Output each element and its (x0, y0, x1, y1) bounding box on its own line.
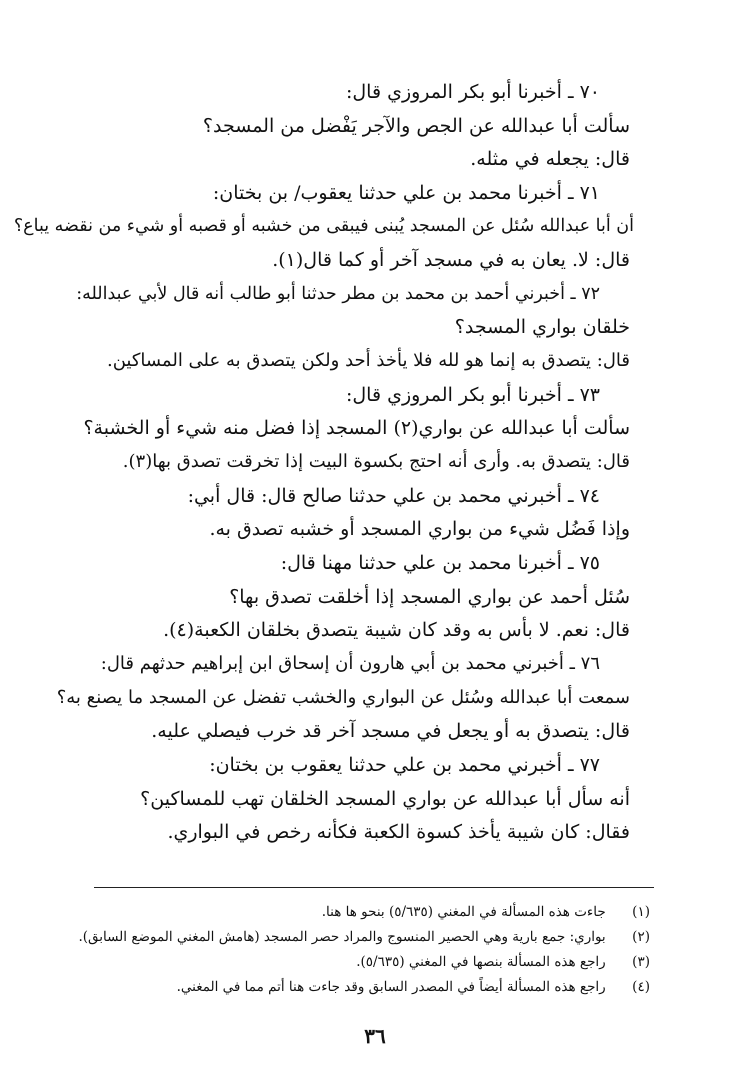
text-line: سألت أبا عبدالله عن الجص والآجر يَفْضل من المسجد؟ (202, 115, 630, 137)
text-line: ٧٣ ـ أخبرنا أبو بكر المروزي قال: (345, 384, 600, 406)
text-line: أن أبا عبدالله سُئل عن المسجد يُبنى فيبقى من خشبه أو قصبه أو شيء من نقضه يباع؟ (13, 216, 634, 236)
text-line: ٧٧ ـ أخبرني محمد بن علي حدثنا يعقوب بن بختان: (209, 754, 600, 776)
text-line: قال: يتصدق به إنما هو لله فلا يأخذ أحد ولكن يتصدق به على المساكين. (106, 350, 630, 371)
footnote-divider (94, 887, 654, 888)
text-line: ٧٤ ـ أخبرني محمد بن علي حدثنا صالح قال: قال أبي: (187, 485, 600, 507)
text-line: سُئل أحمد عن بواري المسجد إذا أخلقت تصدق بها؟ (229, 586, 630, 608)
text-line: قال: نعم. لا بأس به وقد كان شيبة يتصدق بخلقان الكعبة(٤). (163, 619, 630, 641)
footnote-text: راجع هذه المسألة بنصها في المغني (٥/٦٣٥). (356, 954, 606, 970)
footnote-text: راجع هذه المسألة أيضاً في المصدر السابق وقد جاءت هنا أتم مما في المغني. (176, 979, 606, 995)
text-line: ٧٥ ـ أخبرنا محمد بن علي حدثنا مهنا قال: (280, 552, 600, 574)
footnote-text: جاءت هذه المسألة في المغني (٥/٦٣٥) بنحو ها هنا. (321, 904, 606, 920)
text-line: قال: لا. يعان به في مسجد آخر أو كما قال(١). (272, 249, 630, 271)
footnote (78, 928, 650, 946)
text-line: فقال: كان شيبة يأخذ كسوة الكعبة فكأنه رخص في البواري. (167, 821, 630, 843)
footnote (90, 953, 650, 971)
text-line: قال: يجعله في مثله. (470, 148, 630, 170)
footnote-number: (٢) (632, 929, 650, 945)
footnote-number: (٤) (632, 979, 650, 995)
footnote (90, 978, 650, 996)
text-line: ٧١ ـ أخبرنا محمد بن علي حدثنا يعقوب/ بن بختان: (212, 182, 600, 204)
footnote-number: (٣) (632, 954, 650, 970)
footnote (90, 903, 650, 921)
text-line: أنه سأل أبا عبدالله عن بواري المسجد الخلقان تهب للمساكين؟ (140, 788, 630, 810)
text-line: ٧٠ ـ أخبرنا أبو بكر المروزي قال: (345, 81, 600, 103)
text-line: وإذا فَضُل شيء من بواري المسجد أو خشبه تصدق به. (209, 518, 630, 540)
text-line: ٧٢ ـ أخبرني أحمد بن محمد بن مطر حدثنا أبو طالب أنه قال لأبي عبدالله: (76, 284, 600, 304)
text-line: ٧٦ ـ أخبرني محمد بن أبي هارون أن إسحاق ابن إبراهيم حدثهم قال: (100, 653, 600, 674)
footnote-text: بواري: جمع بارية وهي الحصير المنسوج والمراد حصر المسجد (هامش المغني الموضع السابق). (78, 929, 606, 945)
text-line: قال: يتصدق به. وأرى أنه احتج بكسوة البيت إذا تخرقت تصدق بها(٣). (122, 451, 630, 472)
text-line: قال: يتصدق به أو يجعل في مسجد آخر قد خرب فيصلي عليه. (151, 720, 630, 742)
text-line: سألت أبا عبدالله عن بواري(٢) المسجد إذا فضل منه شيء أو الخشبة؟ (83, 417, 630, 439)
page-number: ٣٦ (364, 1024, 386, 1048)
text-line: سمعت أبا عبدالله وسُئل عن البواري والخشب تفضل عن المسجد ما يصنع به؟ (56, 687, 630, 708)
footnote-number: (١) (632, 904, 650, 920)
text-line: خلقان بواري المسجد؟ (454, 316, 630, 338)
